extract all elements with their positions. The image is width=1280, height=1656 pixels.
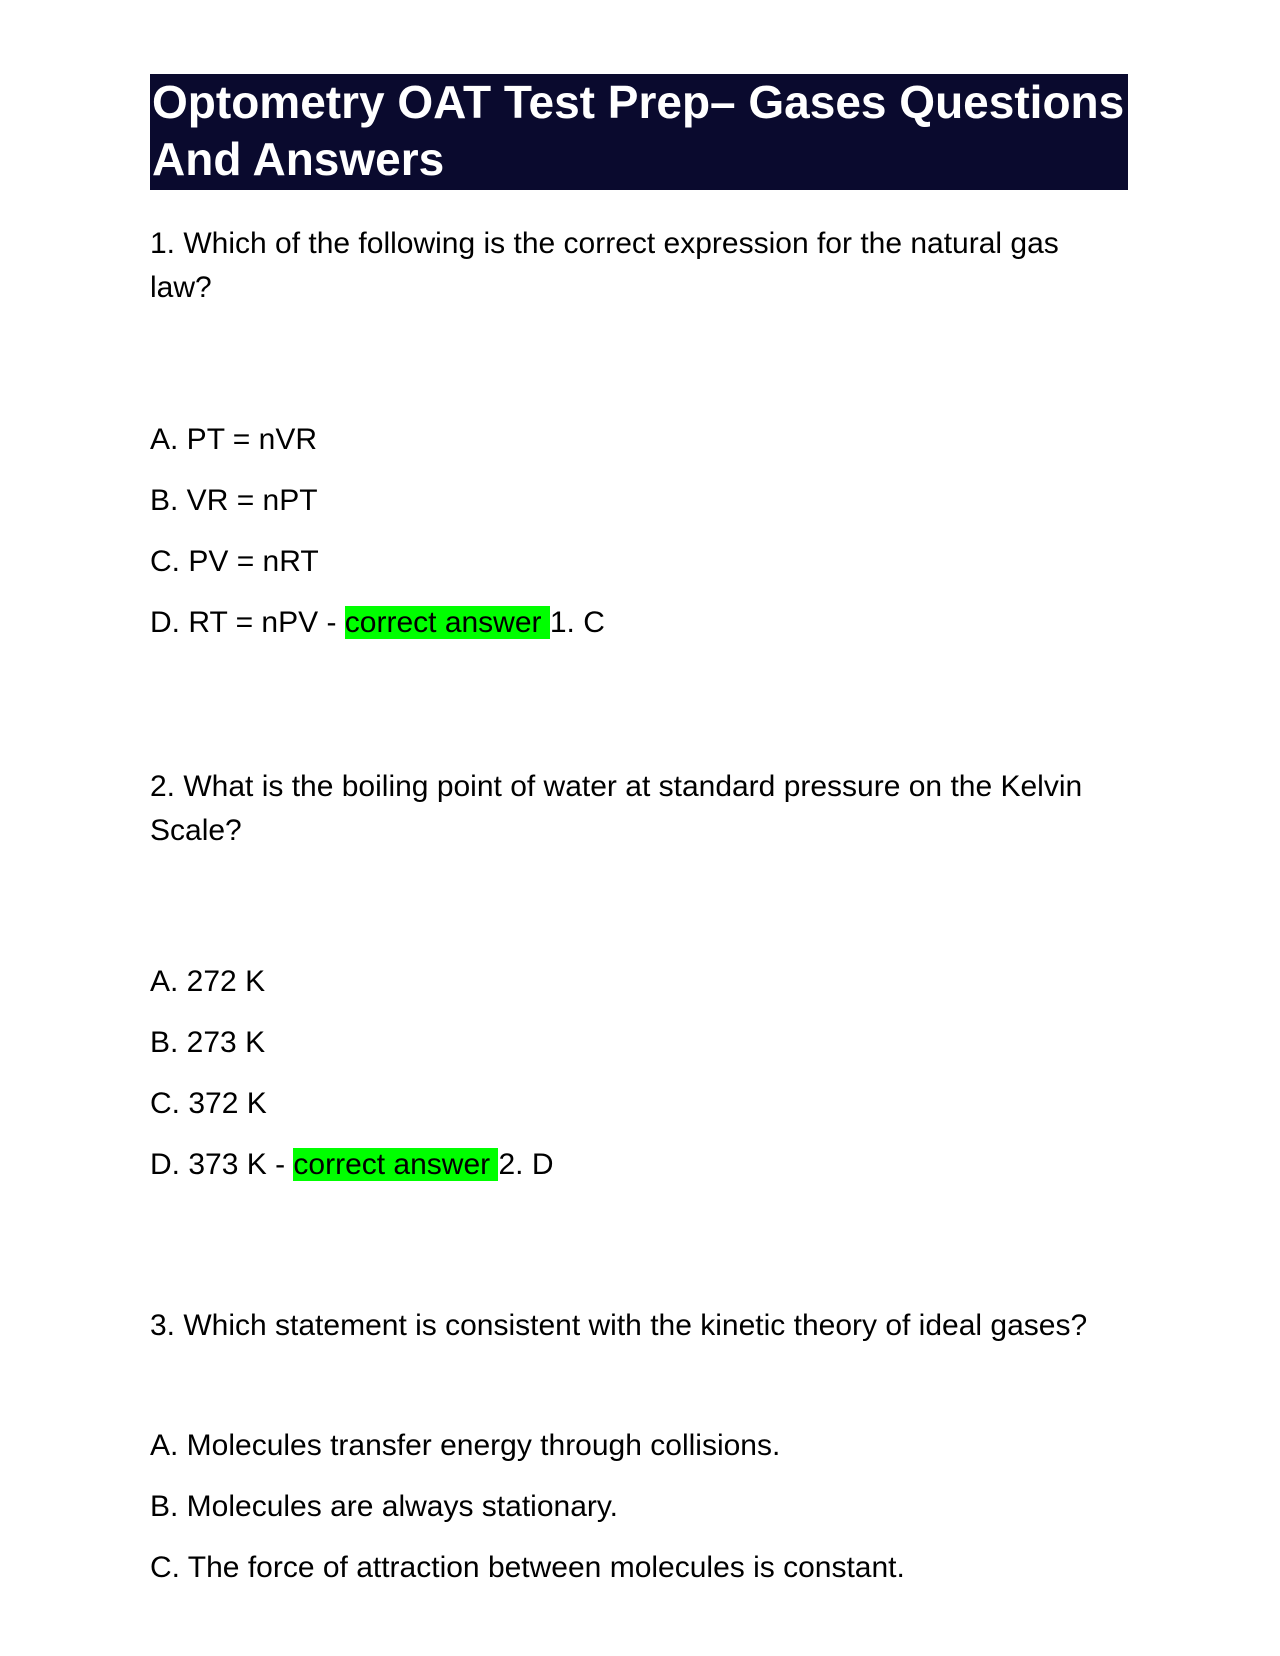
question-1-option-b: B. VR = nPT — [150, 484, 318, 517]
question-1-answer: 1. C — [549, 606, 605, 639]
question-2 — [150, 765, 1128, 1204]
question-2-options — [150, 960, 1128, 1204]
question-2-option-a: A. 272 K — [150, 965, 266, 998]
question-1-option-d-text: D. RT = nPV - — [150, 606, 345, 639]
question-1-text: 1. Which of the following is the correct expression for the natural gas law? — [150, 227, 1059, 304]
document-page — [150, 74, 1128, 1607]
question-3-option-c: C. The force of attraction between molecules is constant. — [150, 1551, 905, 1584]
question-3-text: 3. Which statement is consistent with the kinetic theory of ideal gases? — [150, 1309, 1088, 1342]
question-1-option-a: A. PT = nVR — [150, 423, 318, 456]
question-2-option-d — [150, 1143, 1128, 1204]
document-title: Optometry OAT Test Prep– Gases Questions And Answers — [150, 74, 1128, 190]
question-3-option-a: A. Molecules transfer energy through collisions. — [150, 1429, 781, 1462]
question-3 — [150, 1304, 1128, 1607]
correct-answer-highlight: correct answer — [293, 1148, 499, 1181]
question-2-text: 2. What is the boiling point of water at standard pressure on the Kelvin Scale? — [150, 770, 1083, 847]
question-2-option-c: C. 372 K — [150, 1087, 267, 1120]
correct-answer-highlight: correct answer — [344, 606, 550, 639]
question-1 — [150, 222, 1128, 662]
question-3-option-b: B. Molecules are always stationary. — [150, 1490, 618, 1523]
question-3-options — [150, 1424, 1128, 1607]
question-2-answer: 2. D — [498, 1148, 554, 1181]
question-2-option-d-text: D. 373 K - — [150, 1148, 294, 1181]
question-1-option-c: C. PV = nRT — [150, 545, 319, 578]
question-1-options — [150, 418, 1128, 662]
question-2-option-b: B. 273 K — [150, 1026, 266, 1059]
question-1-option-d — [150, 601, 1128, 662]
